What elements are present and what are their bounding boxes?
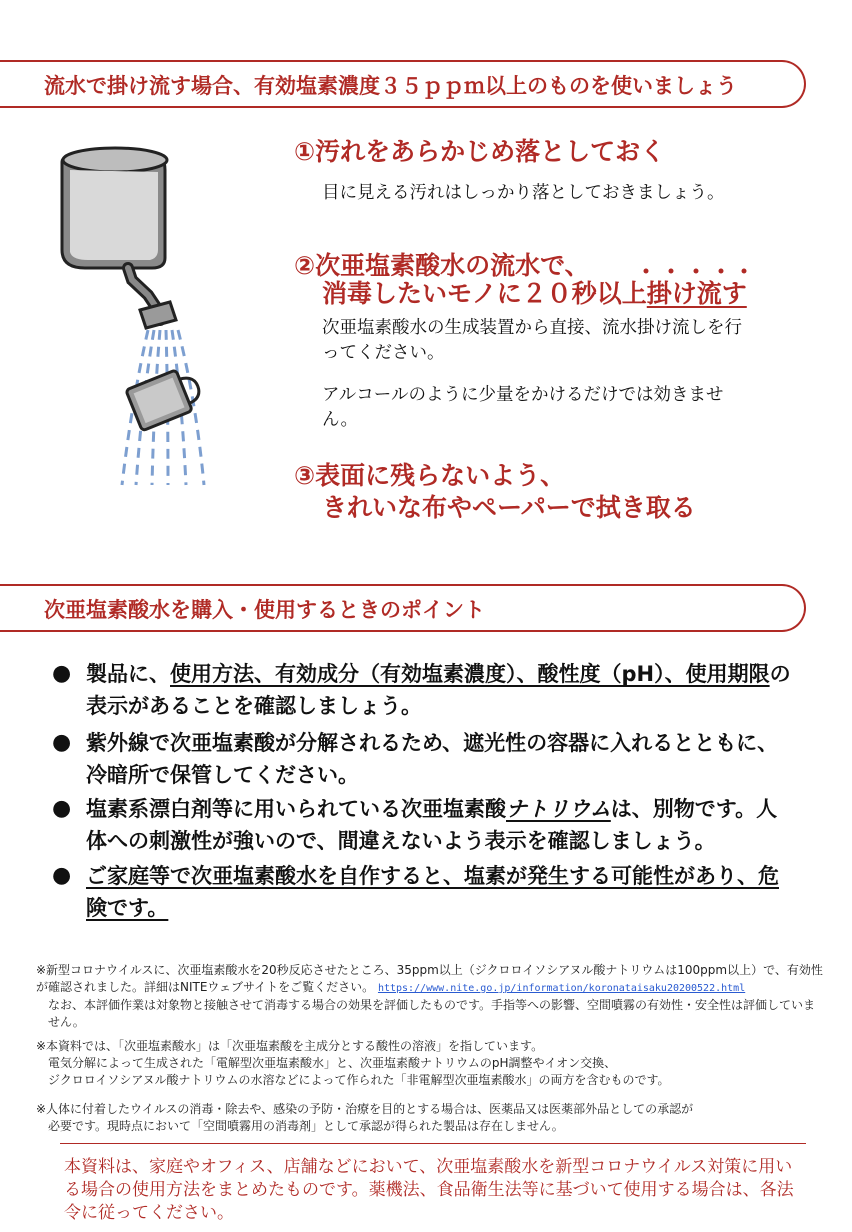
faucet-illustration <box>40 140 270 500</box>
section1-title: 流水で掛け流す場合、有効塩素濃度３５ｐｐｍ以上のものを使いましょう <box>44 74 737 98</box>
step2-title-line1: ②次亜塩素酸水の流水で、 <box>294 251 590 280</box>
note2-line3: ジクロロイソシアヌル酸ナトリウムの水溶などによって作られた「非電解型次亜塩素酸水」の両方を含むものです。 <box>48 1073 670 1087</box>
bullet1-part2: 使用方法、有効成分（有効塩素濃度）、酸性度（pH）、使用期限 <box>170 662 770 686</box>
bullet3-part3: は、別物です。人体への刺激性が強いので、間違えないよう表示を確認しましょう。 <box>86 797 778 853</box>
emphasis-dots <box>622 266 752 276</box>
faucet-icon <box>62 148 176 328</box>
note-2 <box>36 1038 826 1089</box>
section2-banner <box>0 584 806 632</box>
footer-text: 本資料は、家庭やオフィス、店舗などにおいて、次亜塩素酸水を新型コロナウイルス対策に用いる場合の使用方法をまとめたものです。薬機法、食品衛生法等に基づいて使用する場合は、各法令に従ってください。 <box>64 1157 794 1223</box>
bullet-icon: ● <box>52 661 72 686</box>
bullet3-part1: 塩素系漂白剤等に用いられている次亜塩素酸 <box>86 797 506 821</box>
footer-divider <box>60 1143 806 1144</box>
note2-text: ※本資料では、「次亜塩素酸水」は「次亜塩素酸を主成分とする酸性の溶液」を指しています。 <box>36 1039 544 1053</box>
note2-line2: 電気分解によって生成された「電解型次亜塩素酸水」と、次亜塩素酸ナトリウムのpH調整やイオン交換、 <box>48 1056 617 1070</box>
note1-continued: なお、本評価作業は対象物と接触させて消毒する場合の効果を評価したものです。手指等への影響、空間噴霧の有効性・安全性は評価していません。 <box>48 998 816 1029</box>
nite-link[interactable]: https://www.nite.go.jp/information/koronataisaku20200522.html <box>377 983 746 994</box>
note-3 <box>36 1101 826 1135</box>
step2-title-emph: 掛け流す <box>646 279 747 308</box>
bullet-item-1 <box>52 658 792 722</box>
bullet4-text: ご家庭等で次亜塩素酸水を自作すると、塩素が発生する可能性があり、危険です。 <box>86 864 779 920</box>
section2-title: 次亜塩素酸水を購入・使用するときのポイント <box>44 598 485 622</box>
note-1 <box>36 962 826 1031</box>
bullet-icon: ● <box>52 863 72 888</box>
bullet1-part3: の表示があることを確認しましょう。 <box>86 662 791 718</box>
note3-text: ※人体に付着したウイルスの消毒・除去や、感染の予防・治療を目的とする場合は、医薬品又は医薬部外品としての承認が <box>36 1102 694 1116</box>
note1-text: ※新型コロナウイルスに、次亜塩素酸水を20秒反応させたところ、35ppm以上（ジクロロイソシアヌル酸ナトリウムは100ppm以上）で、有効性が確認されました。詳細はNITEウェブサイトをご覧ください。 <box>36 963 823 994</box>
bullet2-text: 紫外線で次亜塩素酸が分解されるため、遮光性の容器に入れるとともに、冷暗所で保管してください。 <box>86 731 779 787</box>
step1-body: 目に見える汚れはしっかり落としておきましょう。 <box>322 183 725 203</box>
step2-body1: 次亜塩素酸水の生成装置から直接、流水掛け流しを行ってください。 <box>322 318 742 363</box>
bullet-icon: ● <box>52 796 72 821</box>
step2-title-pre: 消毒したいモノに２０秒以上 <box>322 279 647 308</box>
bullet1-part1: 製品に、 <box>86 662 170 686</box>
step1-title: ①汚れをあらかじめ落としておく <box>294 137 666 166</box>
step2-title-line2 <box>322 276 747 312</box>
bullet-item-4 <box>52 860 792 924</box>
step2-body2: アルコールのように少量をかけるだけでは効きません。 <box>322 385 724 430</box>
bullet-item-3 <box>52 793 792 857</box>
note3-line2: 必要です。現時点において「空間噴霧用の消毒剤」として承認が得られた製品は存在しません。 <box>48 1119 564 1133</box>
step3-title-line1: ③表面に残らないよう、 <box>294 461 566 490</box>
section1-banner <box>0 60 806 108</box>
bullet-icon: ● <box>52 730 72 755</box>
bullet3-part2: ナトリウム <box>506 797 611 821</box>
bullet-item-2 <box>52 727 792 791</box>
step3-title-line2: きれいな布やペーパーで拭き取る <box>322 493 696 522</box>
